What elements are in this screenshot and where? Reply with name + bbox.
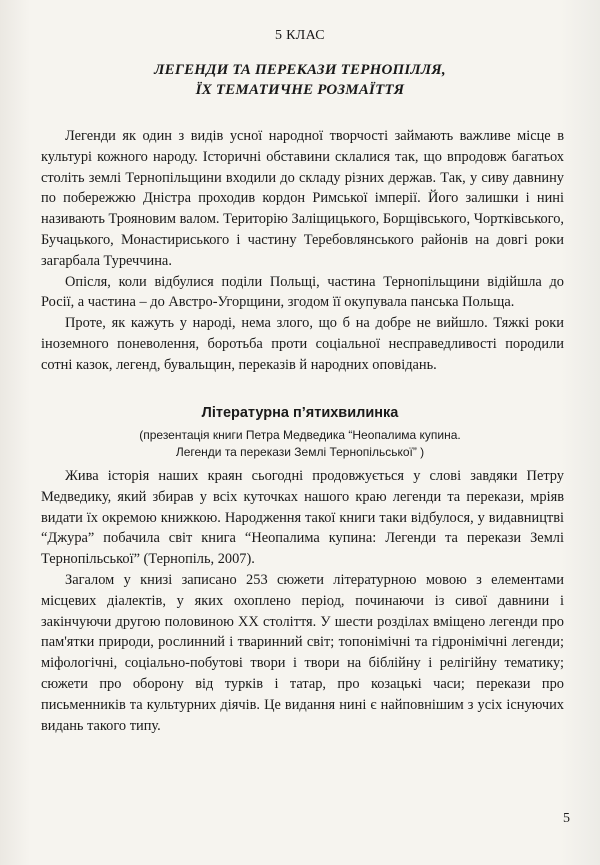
- section-note-line-2: Легенди та перекази Землі Тернопільської” ): [175, 445, 425, 459]
- section-text: [41, 466, 564, 736]
- title-line-1: ЛЕГЕНДИ ТА ПЕРЕКАЗИ ТЕРНОПІЛЛЯ,: [154, 62, 446, 78]
- paragraph: Жива історія наших краян сьогодні продовжується у слові завдяки Петру Медведику, який збирав у всіх куточках нашого краю легенди та перекази, мріяв видати їх окремою книжкою. Народження такої книги таки відбулося, у видавництві “Джура” побачила світ книга “Неопалима купина: Легенди та перекази Землі Тернопільської” (Тернопіль, 2007).: [41, 468, 564, 568]
- paragraph: Опісля, коли відбулися поділи Польщі, частина Тернопільщини відійшла до Росії, а частина – до Австро-Угорщини, згодом її окупувала панська Польща.: [41, 273, 564, 311]
- section-heading: Літературна п’ятихвилинка: [201, 405, 399, 421]
- page-number: 5: [563, 811, 570, 826]
- section-note: [60, 427, 540, 461]
- page-title: [60, 60, 540, 100]
- paragraph: Проте, як кажуть у народі, нема злого, що б на добре не вийшло. Тяжкі роки іноземного поневолення, боротьба проти соціальної несправедливості породили сотні казок, легенд, бувальщин, переказів й народних оповідань.: [41, 315, 564, 373]
- grade-header: 5 КЛАС: [275, 28, 325, 43]
- intro-text: [41, 126, 564, 376]
- paragraph: Легенди як один з видів усної народної творчості займають важливе місце в культурі кожного народу. Історичні обставини склалися так, що впродовж багатьох століть землі Тернопільщини входили до складу різних держав. Так, у сиву давнину по побережжю Дністра проходив кордон Римської імперії. Його залишки і нині називають Трояновим валом. Територію Заліщицького, Борщівського, Чортківського, Бучацького, Монастириського і частину Теребовлянського районів на довгі роки загарбала Туреччина.: [41, 128, 564, 269]
- title-line-2: ЇХ ТЕМАТИЧНЕ РОЗМАЇТТЯ: [195, 82, 405, 98]
- paragraph: Загалом у книзі записано 253 сюжети літературною мовою з елементами місцевих діалектів, у яких охоплено період, починаючи із сивої давнини і закінчуючи другою половиною ХХ століття. У шести розділах вміщено легенди про пам'ятки природи, рослинний і тваринний світ; топонімічні та гідронімічні легенди; міфологічні, соціально-побутові твори і твори на біблійну і релігійну тематику; сюжети про оборону від турків і татар, про козацькі часи; перекази про письменників та культурних діячів. Це видання нині є найповнішим з усіх існуючих видань такого типу.: [41, 571, 564, 734]
- section-note-line-1: (презентація книги Петра Медведика “Неопалима купина.: [139, 428, 461, 442]
